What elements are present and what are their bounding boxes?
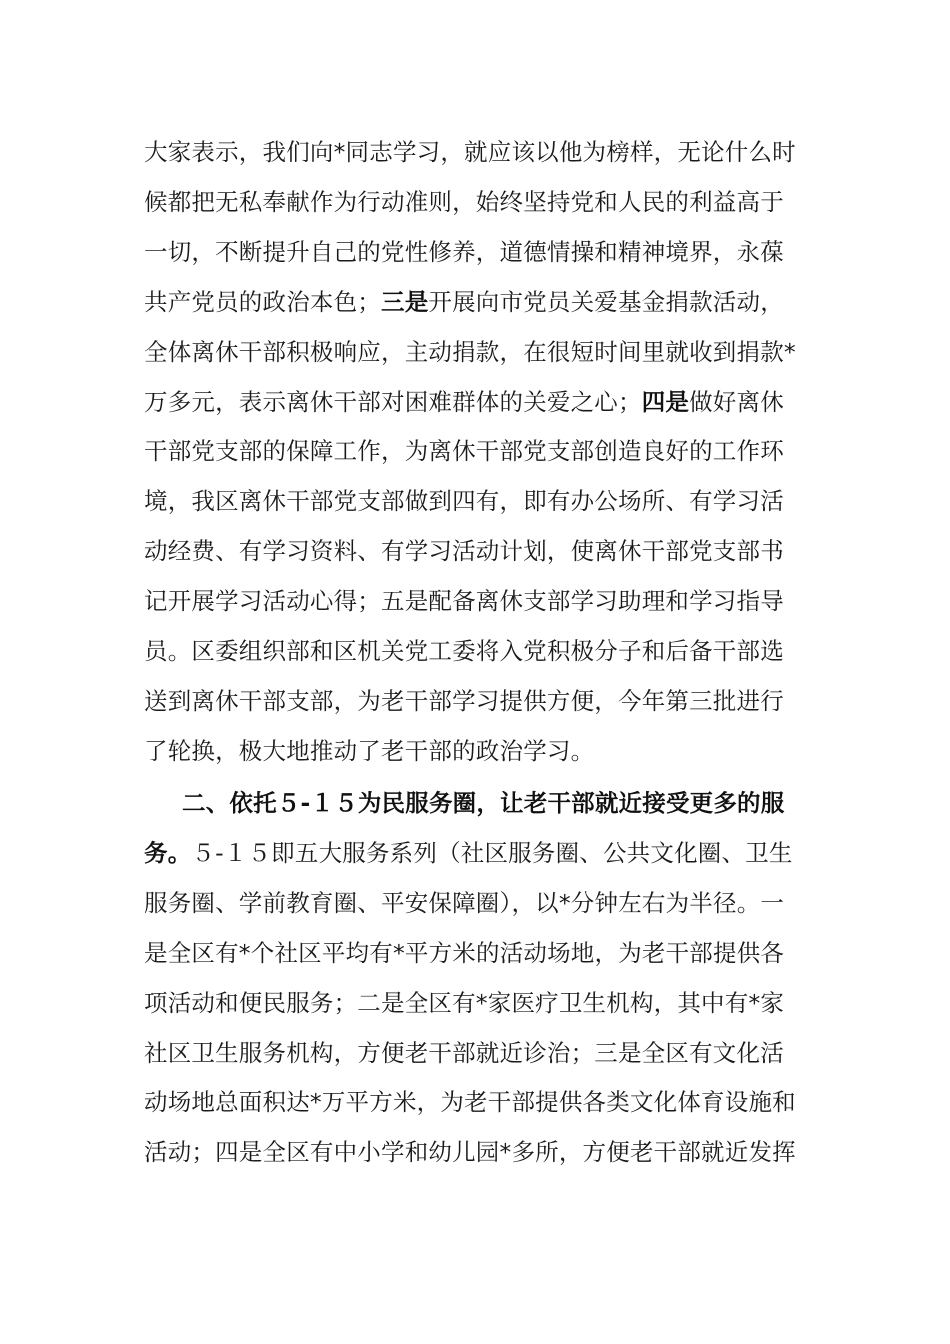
text-line (144, 734, 594, 768)
text-line (144, 335, 796, 369)
text-line (144, 434, 784, 468)
text-line (144, 684, 784, 718)
bold-text-run: 二、依托５-１５为民服务圈，让老干部就近接受更多的服 (182, 789, 785, 817)
text-line (144, 1036, 784, 1070)
text-run: 干部党支部的保障工作，为离休干部党支部创造良好的工作环 (144, 437, 784, 466)
text-run: 送到离休干部支部，为老干部学习提供方便，今年第三批进行 (144, 686, 784, 715)
text-run: 社区卫生服务机构，方便老干部就近诊治；三是全区有文化活 (144, 1038, 784, 1067)
bold-text-run: 务。 (144, 838, 192, 867)
text-line (144, 986, 784, 1020)
text-run: 了轮换，极大地推动了老干部的政治学习。 (144, 736, 595, 765)
text-line (144, 1085, 796, 1119)
bold-text-run: 三是 (381, 287, 429, 316)
text-line (144, 786, 784, 820)
text-line (144, 534, 784, 568)
text-line (144, 936, 784, 970)
text-line (144, 886, 784, 920)
text-line (144, 634, 784, 668)
text-line (144, 836, 793, 870)
text-run: 是全区有*个社区平均有*平方米的活动场地，为老干部提供各 (144, 938, 785, 967)
text-line (144, 385, 784, 419)
text-line (144, 584, 784, 618)
text-run: ５-１５即五大服务系列（社区服务圈、公共文化圈、卫生 (191, 838, 793, 867)
text-line (144, 135, 796, 169)
text-run: 动经费、有学习资料、有学习活动计划，使离休干部党支部书 (144, 537, 784, 566)
text-line (144, 484, 784, 518)
text-line (144, 235, 784, 269)
text-run: 境，我区离休干部党支部做到四有，即有办公场所、有学习活 (144, 487, 784, 516)
text-run: 全体离休干部积极响应，主动捐款，在很短时间里就收到捐款* (144, 337, 796, 366)
text-run: 共产党员的政治本色； (144, 287, 381, 316)
text-run: 候都把无私奉献作为行动准则，始终坚持党和人民的利益高于 (144, 187, 784, 216)
text-run: 大家表示，我们向*同志学习，就应该以他为榜样，无论什么时 (144, 138, 796, 166)
text-line (144, 285, 784, 319)
text-line (144, 1135, 796, 1169)
text-run: 服务圈、学前教育圈、平安保障圈），以*分钟左右为半径。一 (144, 888, 785, 917)
bold-text-run: 四是 (641, 387, 690, 416)
text-run: 活动；四是全区有中小学和幼儿园*多所，方便老干部就近发挥 (144, 1138, 796, 1167)
text-run: 开展向市党员关爱基金捐款活动， (428, 287, 784, 316)
text-run: 做好离休 (689, 387, 784, 416)
text-run: 记开展学习活动心得；五是配备离休支部学习助理和学习指导 (144, 587, 784, 616)
text-run: 项活动和便民服务；二是全区有*家医疗卫生机构，其中有*家 (144, 988, 785, 1017)
text-run: 万多元，表示离休干部对困难群体的关爱之心； (144, 387, 642, 416)
text-run: 动场地总面积达*万平方米，为老干部提供各类文化体育设施和 (144, 1088, 796, 1117)
text-run: 一切，不断提升自己的党性修养，道德情操和精神境界，永葆 (144, 237, 784, 266)
text-run: 员。区委组织部和区机关党工委将入党积极分子和后备干部选 (144, 637, 784, 665)
text-line (144, 185, 784, 219)
